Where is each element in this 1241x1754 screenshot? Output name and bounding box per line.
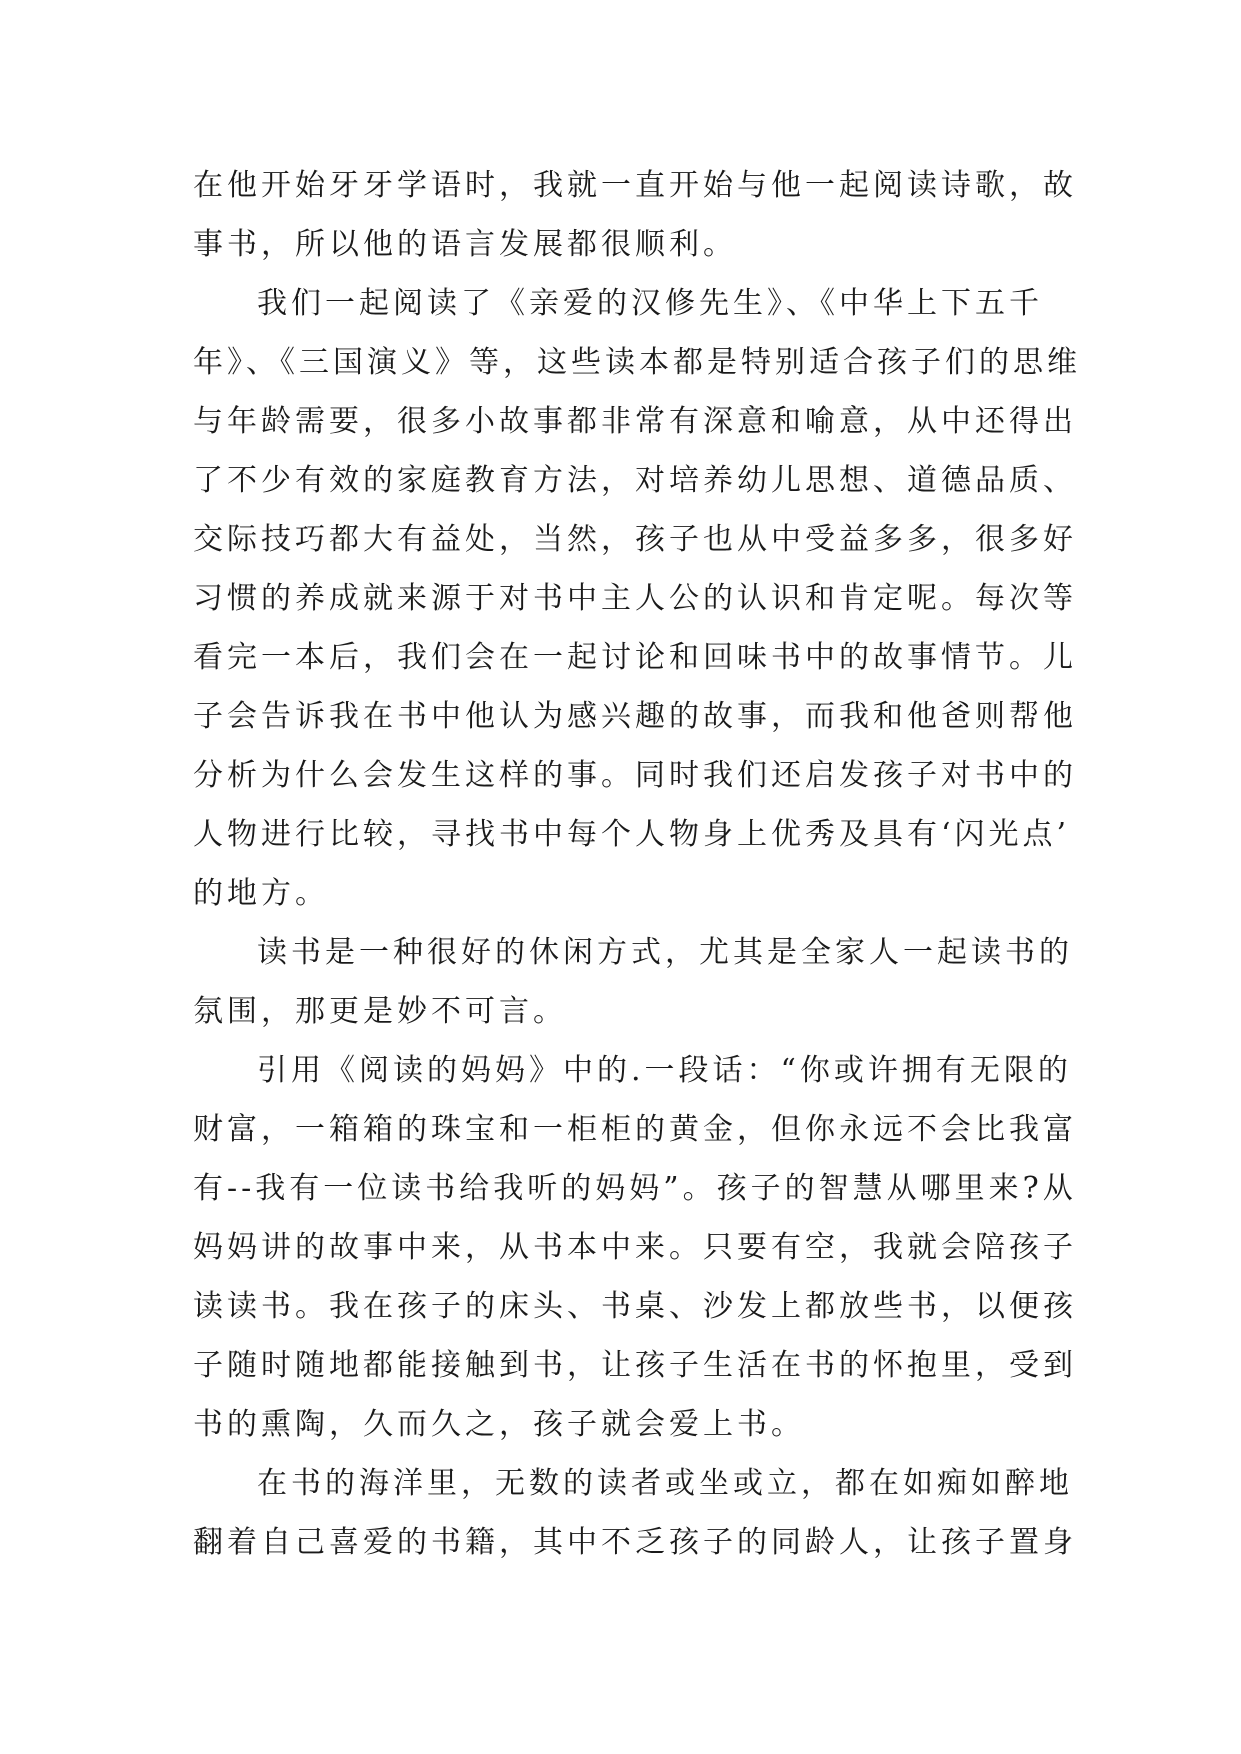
text-line: 在书的海洋里，无数的读者或坐或立，都在如痴如醉地	[257, 1466, 1073, 1501]
text-line: 翻着自己喜爱的书籍，其中不乏孩子的同龄人，让孩子置身	[193, 1525, 1077, 1560]
text-line: 了不少有效的家庭教育方法，对培养幼儿思想、道德品质、	[193, 463, 1077, 498]
text-line: 在他开始牙牙学语时，我就一直开始与他一起阅读诗歌，故	[193, 168, 1077, 203]
text-line: 交际技巧都大有益处，当然，孩子也从中受益多多，很多好	[193, 522, 1077, 557]
text-line: 书的熏陶，久而久之，孩子就会爱上书。	[193, 1407, 805, 1442]
text-line: 我们一起阅读了《亲爱的汉修先生》、《中华上下五千	[257, 286, 1043, 321]
paragraph	[193, 1454, 1077, 1572]
text-line: 引用《阅读的妈妈》中的.一段话：“你或许拥有无限的	[257, 1053, 1072, 1088]
text-line: 妈妈讲的故事中来，从书本中来。只要有空，我就会陪孩子	[193, 1230, 1077, 1265]
paragraph	[193, 274, 1081, 923]
text-line: 有--我有一位读书给我听的妈妈”。孩子的智慧从哪里来?从	[193, 1171, 1077, 1206]
text-line: 的地方。	[193, 876, 329, 911]
text-line: 事书，所以他的语言发展都很顺利。	[193, 227, 737, 262]
text-line: 习惯的养成就来源于对书中主人公的认识和肯定呢。每次等	[193, 581, 1077, 616]
text-line: 分析为什么会发生这样的事。同时我们还启发孩子对书中的	[193, 758, 1077, 793]
text-line: 看完一本后，我们会在一起讨论和回味书中的故事情节。儿	[193, 640, 1077, 675]
document-page	[193, 156, 1081, 1572]
text-line: 人物进行比较，寻找书中每个人物身上优秀及具有‘闪光点’	[193, 817, 1071, 852]
paragraph	[193, 156, 1077, 274]
text-line: 氛围，那更是妙不可言。	[193, 994, 567, 1029]
paragraph	[193, 923, 1073, 1041]
paragraph	[193, 1041, 1077, 1454]
text-line: 子随时随地都能接触到书，让孩子生活在书的怀抱里，受到	[193, 1348, 1077, 1383]
text-line: 读读书。我在孩子的床头、书桌、沙发上都放些书，以便孩	[193, 1289, 1077, 1324]
text-line: 读书是一种很好的休闲方式，尤其是全家人一起读书的	[257, 935, 1073, 970]
text-line: 与年龄需要，很多小故事都非常有深意和喻意，从中还得出	[193, 404, 1077, 439]
text-line: 子会告诉我在书中他认为感兴趣的故事，而我和他爸则帮他	[193, 699, 1077, 734]
text-line: 财富，一箱箱的珠宝和一柜柜的黄金，但你永远不会比我富	[193, 1112, 1077, 1147]
text-line: 年》、《三国演义》等，这些读本都是特别适合孩子们的思维	[193, 345, 1081, 380]
